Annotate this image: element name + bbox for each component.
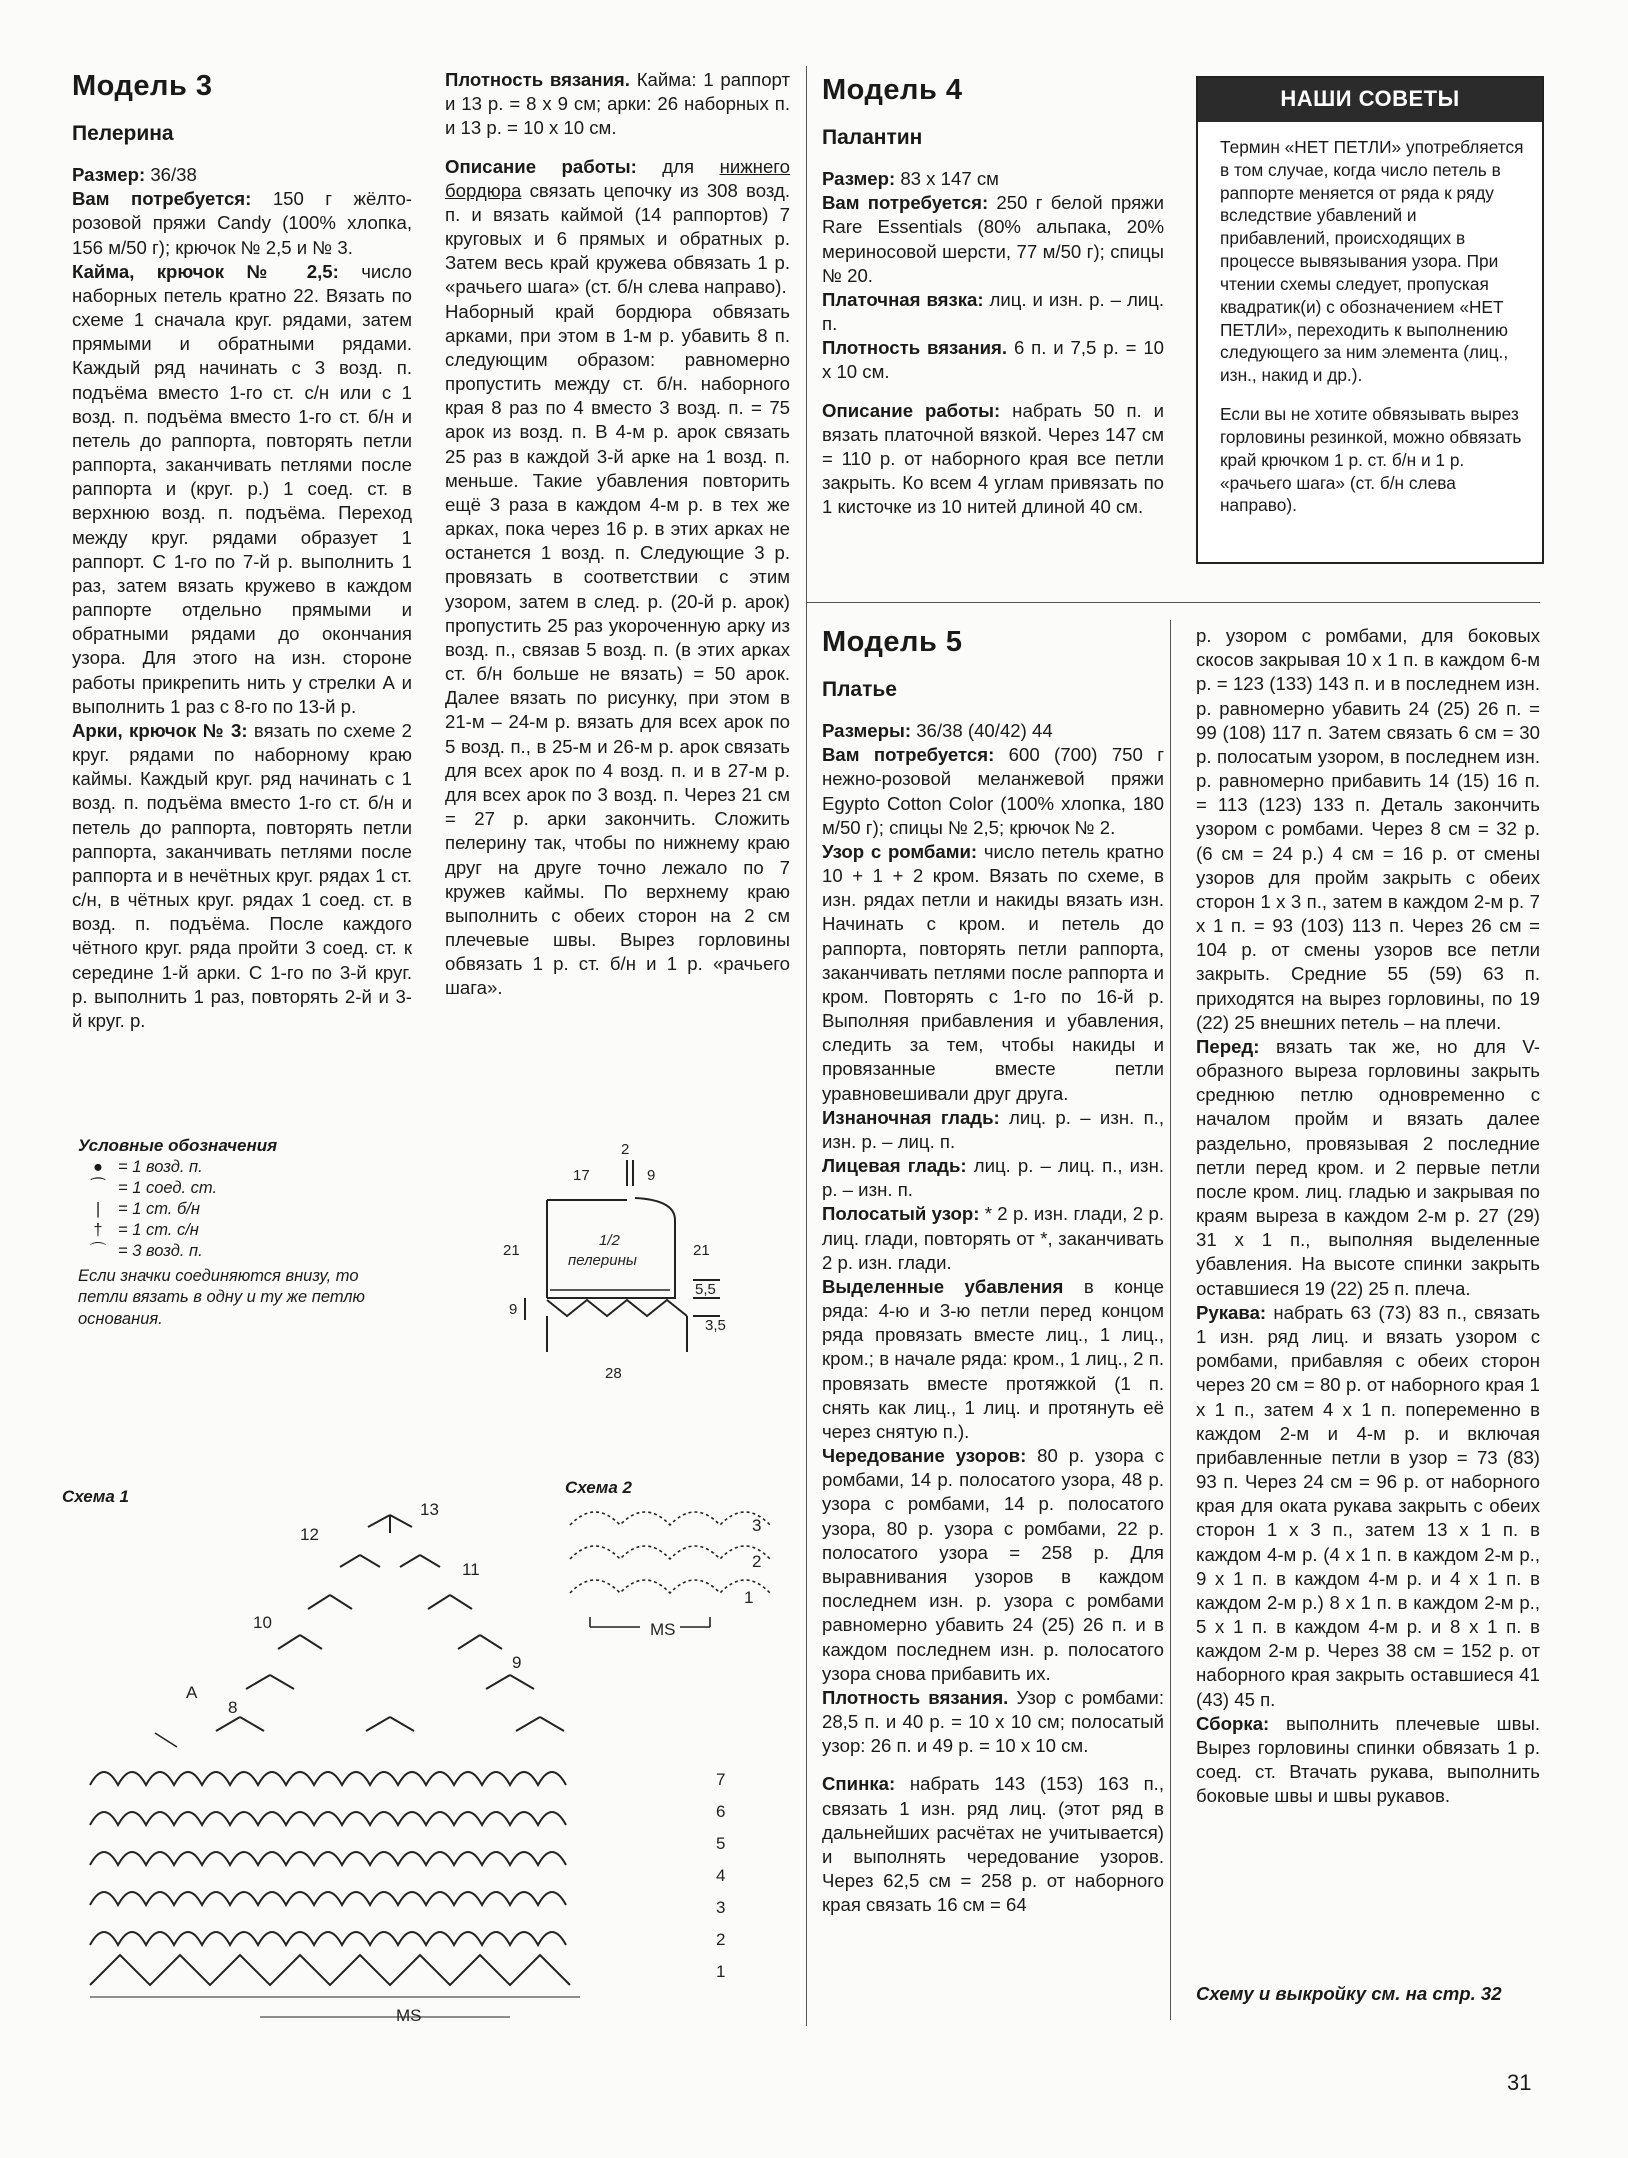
model3-arches: Арки, крючок № 3: вязать по схеме 2 круг. рядами по наборному краю каймы. Каждый круг. ряд начинать с 1 возд. п. подъёма вместо 1-го ст. б/н и петель до раппорта, повторять петли раппорта, заканчивать петлями после раппорта и в нечётных круг. рядах 1 ст. с/н, в чётных круг. рядах 1 соед. ст. в возд. п. подъёма. После каждого чётного круг. ряда пройти 3 соед. ст. к середине 1-й арки. С 1-го по 3-й круг. р. выполнить 1 раз, повторять 2-й и 3-й круг. р. xyxy=(72,719,412,1031)
model5-assembly: Сборка: выполнить плечевые швы. Вырез горловины спинки обвязать 1 р. соед. ст. Втачать рукава, выполнить боковые швы и швы рукавов. xyxy=(1196,1712,1540,1807)
schema1-row-1: 1 xyxy=(716,1962,726,1981)
advice-title: НАШИ СОВЕТЫ xyxy=(1198,78,1542,122)
model5-decreases: Выделенные убавления в конце ряда: 4-ю и 3-ю петли перед концом ряда провязать вместе лиц., 1 лиц., кром.; в начале ряда: кром., 1 лиц., 2 п. провязать вместе протяжкой (1 п. снять как лиц., 1 лиц. и протянуть её через снятую п.). xyxy=(822,1275,1165,1442)
schema1-label: Схема 1 xyxy=(62,1487,129,1506)
model4-title: Модель 4 xyxy=(822,74,963,106)
schema1-row-5: 5 xyxy=(716,1834,726,1853)
advice-box xyxy=(1196,76,1544,564)
model3-description: Описание работы: для нижнего бордюра связать цепочку из 308 возд. п. и вязать каймой (14 раппортов) 7 круговых и 6 прямых и обратных р. Затем весь край кружева обвязать 1 р. «рачьего шага» (ст. б/н слева направо). xyxy=(445,155,790,298)
model5-subtitle: Платье xyxy=(822,677,897,701)
model5-sleeves: Рукава: набрать 63 (73) 83 п., связать 1 изн. ряд лиц. и вязать узором с ромбами, прибавляя с обеих сторон через 20 см = 80 р. от наборного края 1 х 1 п., затем 4 х 1 п. попеременно в каждом 2-м и 4-м р. и включая прибавленные петли в узор = 73 (83) 93 п. Через 24 см = 96 р. от наборного края для оката рукава закрыть с обеих сторон 1 х 3 п., затем 13 х 1 п. в каждом 4-м р. (4 х 1 п. в каждом 2-м р., 9 х 1 п. в каждом 4-м р. и 4 х 1 п. в каждом 2-м р.) 8 х 1 п. в каждом 2-м р., 5 х 1 п. в каждом 4-м р. и 8 х 1 п. в каждом 2-м р. Через 38 см = 152 р. от наборного края закрыть оставшиеся 41 (43) 45 п. xyxy=(1196,1301,1541,1710)
pattern-r2: 3,5 xyxy=(705,1317,726,1334)
model5-front: Перед: вязать так же, но для V-образного выреза горловины закрыть среднюю петлю одновременно с началом пройм и вязать далее раздельно, провязывая 2 последние петли перед кром. и 2 первые петли после кром. лиц. гладью и закрывая по краям выреза в каждом 2-м р. 27 (29) 31 х 1 п., выполняя выделенные убавления. На высоте спинки закрыть оставшиеся 19 (22) 25 п. плеча. xyxy=(1196,1035,1540,1299)
column-divider xyxy=(1170,620,1171,2020)
model3-description-cont: Наборный край бордюра обвязать арками, при этом в 1-м р. убавить 8 п. следующим образом: равномерно пропустить между ст. б/н. наборного края 8 раз по 4 вместо 3 возд. п. = 75 арок из возд. п. В 4-м р. арок связать 25 раз в каждой 3-й арке на 1 возд. п. меньше. Такие убавления повторить ещё 3 раза в каждом 4-м р. в тех же арках, пока через 16 р. в этих арках не останется 1 возд. п. Следующие 3 р. провязать в соответствии с этим узором, затем в след. р. (20-й р. арок) пропустить 25 раз укороченную арку из возд. п., связав 5 возд. п. (в этих арках ст. б/н больше не вязать) = 50 арок. Далее вязать по рисунку, при этом в 21-м – 24-м р. вязать для всех арок по 5 возд. п., в 25-м и 26-м р. арок связать для всех арок по 4 возд. п. и в 27-м р. для всех арок по 3 возд. п. Через 21 см = 27 р. арки закончить. Сложить пелерину так, чтобы по нижнему краю друг на друге точно лежало по 7 кружев каймы. По верхнему краю выполнить с обеих сторон на 2 см плечевые швы. Вырез горловины обвязать 1 р. ст. б/н и 1 р. «рачьего шага». xyxy=(445,300,790,999)
advice-text-1: Термин «НЕТ ПЕТЛИ» употребляется в том случае, когда число петель в раппорте меняется от ряда к ряду вследствие убавлений и прибавлений, происходящих в процессе вывязывания узора. При чтении схемы следует, пропуская квадратик(и) с обозначением «НЕТ ПЕТЛИ», переходить к выполнению следующего за ним элемента (лиц., изн., накид и др.). xyxy=(1220,137,1524,386)
chain-stitch-icon: ● xyxy=(93,1157,103,1176)
legend-item: ● = 1 возд. п. xyxy=(78,1157,368,1178)
pattern-right-width: 9 xyxy=(647,1167,656,1184)
model4-density: Плотность вязания. 6 п. и 7,5 р. = 10 х 10 см. xyxy=(822,337,1165,383)
model3-border: Кайма, крючок № 2,5: число наборных петель кратно 22. Вязать по схеме 1 сначала круг. рядами, затем прямыми и обратными рядами. Каждый ряд начинать с 3 возд. п. подъёма вместо 1-го ст. с/н или с 1 возд. п. подъёма вместо 1-го ст. б/н и петель до раппорта, повторять петли раппорта, заканчивать петлями после раппорта и (круг. р.) 1 соед. ст. в верхнюю возд. п. подъёма. Переход между круг. рядами образует 1 раппорт. С 1-го по 7-й р. выполнить 1 раз, затем вязать кружево в каждом раппорте отдельно прямыми и обратными рядами до окончания узора. Для этого на изн. стороне работы прикрепить нить у стрелки А и выполнить 1 раз с 8-го по 13-й р. xyxy=(72,260,413,717)
legend-item: | = 1 ст. б/н xyxy=(78,1199,368,1220)
schema1-row-8: 8 xyxy=(228,1698,238,1717)
schema1-row-3: 3 xyxy=(716,1898,726,1917)
legend-item: † = 1 ст. с/н xyxy=(78,1220,368,1241)
model3-title: Модель 3 xyxy=(72,70,213,102)
model4-size: Размер: 83 х 147 см xyxy=(822,167,999,189)
model5-stripe: Полосатый узор: * 2 р. изн. глади, 2 р. лиц. глади, повторять от *, заканчивать 2 р. изн. глади. xyxy=(822,1203,1164,1273)
chain-arch-icon: ⌒ xyxy=(89,1242,107,1261)
pattern-side-left: 21 xyxy=(503,1242,520,1259)
model5-back-cont: р. узором с ромбами, для боковых скосов закрывая 10 х 1 п. в каждом 6-м р. = 123 (133) 143 п. и в последнем изн. р. равномерно убавить 24 (25) 26 п. = 99 (108) 117 п. Затем связать 6 см = 30 р. полосатым узором, в последнем изн. р. равномерно прибавить 14 (15) 16 п. = 113 (123) 133 п. Деталь закончить узором с ромбами. Через 8 см = 32 р. (6 см = 24 р.) 4 см = 16 р. от смены узоров для пройм закрыть с обеих сторон 1 х 3 п., затем в каждом 2-м р. 7 х 1 п. = 93 (103) 113 п. Через 26 см = 104 р. от смены узоров все петли закрыть. Средние 55 (59) 63 п. приходятся на вырез горловины, по 19 (22) 25 внешних петель – на плечи. xyxy=(1196,625,1540,1033)
schema2-diagram xyxy=(560,1495,780,1655)
model5-rhomb-pattern: Узор с ромбами: число петель кратно 10 + 1 + 2 кром. Вязать по схеме, в изн. рядах петли и накиды вязать изн. Начинать с кром. и петель до раппорта, повторять петли раппорта, заканчивать петлями после раппорта и кром. Повторять с 1-го по 16-й р. Выполняя прибавления и убавления, следить за тем, чтобы накиды и провязанные вместе петли уравновешивали друг друга. xyxy=(822,840,1164,1104)
pattern-bottom-left: 9 xyxy=(509,1301,518,1318)
pattern-side-right: 21 xyxy=(693,1242,710,1259)
section-divider xyxy=(806,602,1540,603)
model3-density: Плотность вязания. Кайма: 1 раппорт и 13 р. = 8 х 9 см; арки: 26 наборных п. и 13 р. = 10 х 10 см. xyxy=(445,69,790,139)
schema1-row-7: 7 xyxy=(716,1770,726,1789)
pattern-left-width: 17 xyxy=(573,1167,590,1184)
symbol-legend xyxy=(78,1135,368,1330)
schema1-arrow-label: A xyxy=(186,1683,198,1702)
schema1-row-11: 11 xyxy=(462,1560,480,1579)
legend-note: Если значки соединяются внизу, то петли вязать в одну и ту же петлю основания. xyxy=(78,1267,365,1328)
model5-density: Плотность вязания. Узор с ромбами: 28,5 п. и 40 р. = 10 х 10 см; полосатый узор: 26 п. и 49 р. = 10 х 10 см. xyxy=(822,1686,1164,1757)
model4-description: Описание работы: набрать 50 п. и вязать платочной вязкой. Через 147 см = 110 р. от наборного края все петли закрыть. Ко всем 4 углам привязать по 1 кисточке из 10 нитей длиной 40 см. xyxy=(822,399,1164,518)
model5-purl: Изнаночная гладь: лиц. р. – изн. п., изн. р. – лиц. п. xyxy=(822,1106,1165,1152)
model3-subtitle: Пелерина xyxy=(72,121,174,145)
schema2-row-3: 3 xyxy=(752,1516,762,1535)
schema1-row-6: 6 xyxy=(716,1802,726,1821)
legend-item: ⁀ = 1 соед. ст. xyxy=(78,1178,368,1199)
schema1-row-9: 9 xyxy=(512,1653,522,1672)
model3-column xyxy=(72,68,412,1033)
legend-title: Условные обозначения xyxy=(78,1136,278,1155)
pattern-diagram xyxy=(455,1130,755,1400)
advice-text-2: Если вы не хотите обвязывать вырез горловины резинкой, можно обвязать край крючком 1 р. ст. б/н и 1 р. «рачьего шага» (ст. б/н слева направо). xyxy=(1220,404,1522,516)
schema1-row-13: 13 xyxy=(420,1500,439,1519)
pattern-bottom-width: 28 xyxy=(605,1365,622,1382)
model5-title: Модель 5 xyxy=(822,626,963,658)
schema2-row-2: 2 xyxy=(752,1552,762,1571)
column-divider xyxy=(806,66,807,2026)
model4-materials: Вам потребуется: 250 г белой пряжи Rare Essentials (80% альпака, 20% мериносовой шерсти, 77 м/50 г); спицы № 20. xyxy=(822,192,1164,286)
double-crochet-icon: † xyxy=(93,1221,103,1240)
schema1-row-10: 10 xyxy=(253,1613,272,1632)
model4-column xyxy=(822,72,1164,519)
page-number: 31 xyxy=(1507,2070,1532,2095)
model5-materials: Вам потребуется: 600 (700) 750 г нежно-розовой меланжевой пряжи Egypto Cotton Color (100% хлопка, 180 м/50 г); спицы № 2,5; крючок № 2. xyxy=(822,744,1164,838)
model5-sizes: Размеры: 36/38 (40/42) 44 xyxy=(822,719,1053,741)
model3-materials: Вам потребуется: 150 г жёлто-розовой пряжи Candy (100% хлопка, 156 м/50 г); крючок № 2,5 и № 3. xyxy=(72,188,412,258)
model4-stitch: Платочная вязка: лиц. и изн. р. – лиц. п. xyxy=(822,288,1164,335)
pattern-center-1: 1/2 xyxy=(599,1232,620,1249)
schema1-row-2: 2 xyxy=(716,1930,726,1949)
schema1-row-12: 12 xyxy=(300,1525,319,1544)
schema2-label: Схема 2 xyxy=(565,1478,632,1497)
model5-back: Спинка: набрать 143 (153) 163 п., связать 1 изн. ряд лиц. (этот ряд в дальнейших расчётах не учитывается) и выполнять чередование узоров. Через 62,5 см = 258 р. от наборного края связать 16 см = 64 xyxy=(822,1773,1164,1916)
single-crochet-icon: | xyxy=(95,1199,101,1218)
model3-size: Размер: 36/38 xyxy=(72,163,197,185)
schema1-row-4: 4 xyxy=(716,1866,726,1885)
model5-alternation: Чередование узоров: 80 р. узора с ромбами, 14 р. полосатого узора, 48 р. узора с ромбами, 14 р. полосатого узора, 80 р. узора с ромбами, 22 р. полосатого узора = 258 р. Для выравнивания узоров в каждом последнем изн. р. узора с ромбами равномерно убавить 24 (25) 26 п. и в каждом последнем изн. р. полосатого узора снова прибавить их. xyxy=(822,1445,1164,1684)
model4-subtitle: Палантин xyxy=(822,125,923,149)
model3-column-2 xyxy=(445,68,790,1001)
schema2-ms: MS xyxy=(650,1620,676,1639)
model5-column-2 xyxy=(1196,624,1540,1808)
slip-stitch-icon: ⁀ xyxy=(91,1178,105,1197)
model5-footnote: Схему и выкройку см. на стр. 32 xyxy=(1196,1983,1502,2004)
pattern-top: 2 xyxy=(621,1141,630,1158)
pattern-r1: 5,5 xyxy=(695,1281,716,1298)
schema1-ms: MS xyxy=(396,2006,422,2025)
legend-item: ⌒ = 3 возд. п. xyxy=(78,1241,368,1262)
model5-knit: Лицевая гладь: лиц. р. – лиц. п., изн. р. – изн. п. xyxy=(822,1155,1165,1201)
schema2-row-1: 1 xyxy=(744,1588,754,1607)
pattern-center-2: пелерины xyxy=(568,1252,637,1269)
model5-column xyxy=(822,624,1164,1917)
